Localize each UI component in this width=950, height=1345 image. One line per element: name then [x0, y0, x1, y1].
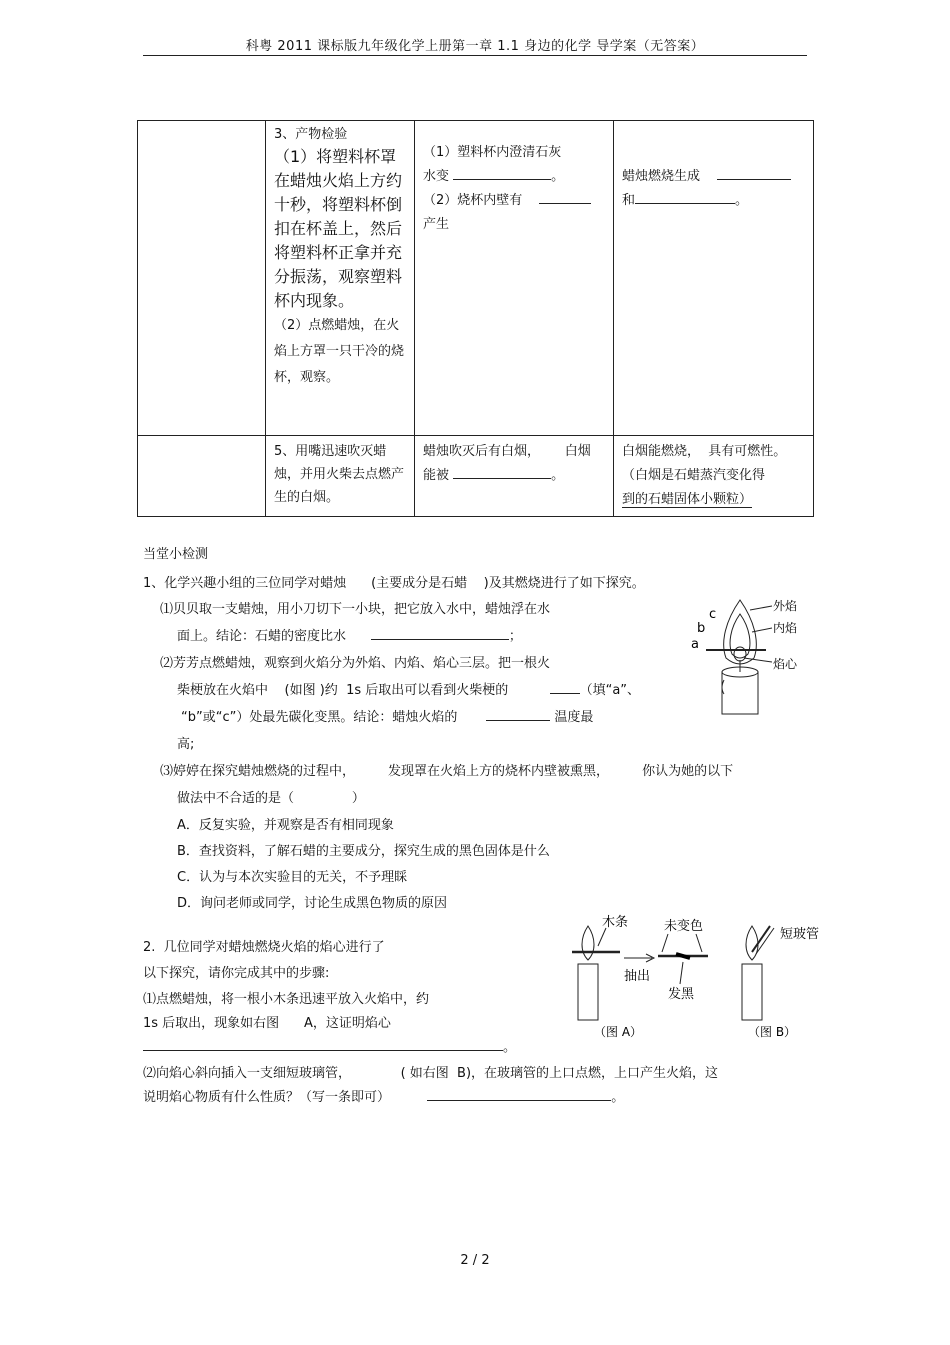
q1-part3: ⑶婷婷在探究蜡烛燃烧的过程中， 发现罩在火焰上方的烧杯内壁被熏黑， 你认为她的以下 [160, 764, 734, 779]
q1-part2: “b”或“c”）处最先碳化变黑。结论：蜡烛火焰的 温度最 [181, 706, 593, 725]
flame [582, 926, 594, 960]
step-text-small: （2）点燃蜡烛，在火焰上方罩一只干冷的烧杯，观察。 [274, 318, 405, 385]
label-fig-b: （图 B） [748, 1025, 797, 1039]
q2-line: 说明焰心物质有什么性质？（写一条即可） 。 [143, 1086, 624, 1105]
obs-line: （1）塑料杯内澄清石灰 [423, 145, 562, 160]
option-d: D．询问老师或同学，讨论生成黑色物质的原因 [177, 896, 448, 911]
pointer-line [662, 934, 668, 952]
label-a: a [691, 637, 699, 652]
answer-blank[interactable] [371, 625, 509, 640]
q2-line: 以下探究，请你完成其中的步骤: [143, 966, 330, 981]
label-outer-flame: 外焰 [773, 599, 798, 613]
answer-blank[interactable] [453, 464, 551, 479]
label-tube: 短玻管 [780, 927, 820, 942]
answer-blank[interactable] [143, 1036, 503, 1051]
quiz-heading: 当堂小检测 [143, 547, 209, 562]
obs-line: 蜡烛吹灭后有白烟， 白烟 [423, 444, 591, 459]
candle-body [742, 964, 762, 1020]
page-header: 科粤 2011 课标版九年级化学上册第一章 1.1 身边的化学 导学案（无答案） [245, 39, 705, 54]
experiment-table [137, 120, 814, 517]
answer-blank[interactable] [486, 706, 550, 721]
table-cell-empty [138, 121, 266, 436]
label-wood: 木条 [602, 915, 629, 930]
table-cell-step [266, 121, 415, 436]
blackened-part [676, 954, 690, 958]
obs-line: 产生 [423, 217, 450, 232]
candle-flame-figure [680, 598, 810, 718]
q2-line: ⑴点燃蜡烛，将一根小木条迅速平放入火焰中，约 [143, 992, 430, 1007]
q1-stem: 1、化学兴趣小组的三位同学对蜡烛 (主要成分是石蜡 )及其燃烧进行了如下探究。 [143, 576, 645, 591]
q1-part2: 柴梗放在火焰中 (如图 )约 1s 后取出可以看到火柴梗的 （填“a”、 [177, 679, 640, 698]
candle-body [578, 964, 598, 1020]
concl-line: （白烟是石蜡蒸汽变化得 [622, 468, 766, 483]
q1-part1: ⑴贝贝取一支蜡烛，用小刀切下一小块，把它放入水中，蜡烛浮在水 [160, 602, 551, 617]
q1-part1: 面上。结论：石蜡的密度比水 ； [177, 625, 522, 644]
label-flame-core: 焰心 [773, 657, 798, 671]
table-cell-observation [415, 436, 614, 517]
concl-line: 和 。 [622, 189, 805, 213]
page-number: 2 / 2 [460, 1253, 490, 1268]
pointer-line [598, 928, 606, 946]
header-rule [143, 55, 807, 56]
step-text-large: （1）将塑料杯罩在蜡烛火焰上方约十秒，将塑料杯倒扣在杯盖上，然后将塑料杯正拿并充分振荡，观察塑料杯内现象。 [274, 147, 403, 310]
q2-line: 1s 后取出，现象如右图 A，这证明焰心 [143, 1016, 391, 1031]
option-b: B．查找资料，了解石蜡的主要成分，探究生成的黑色固体是什么 [177, 844, 550, 859]
answer-blank[interactable] [635, 189, 735, 204]
q1-part2: 高; [177, 737, 195, 752]
obs-line: （2）烧杯内壁有 [423, 189, 605, 213]
pointer-line [750, 606, 772, 610]
q1-part3: 做法中不合适的是（ ） [177, 791, 365, 806]
table-row [138, 436, 814, 517]
candle-body [722, 672, 758, 714]
option-a: A．反复实验，并观察是否有相同现象 [177, 818, 394, 833]
option-c: C．认为与本次实验目的无关，不予理睬 [177, 870, 408, 885]
table-cell-observation [415, 121, 614, 436]
label-black: 发黑 [668, 987, 695, 1002]
obs-line: 水变 。 [423, 165, 605, 189]
q2-line: 。 [143, 1036, 516, 1055]
pointer-line [696, 934, 702, 952]
q2-line: ⑵向焰心斜向插入一支细短玻璃管， ( 如右图 B)，在玻璃管的上口点燃，上口产生火焰，这 [143, 1066, 719, 1081]
concl-line: 到的石蜡固体小颗粒） [622, 492, 753, 507]
concl-line: 蜡烛燃烧生成 [622, 165, 805, 189]
flame-core-figures [572, 912, 842, 1044]
label-pull: 抽出 [624, 969, 651, 984]
table-cell-conclusion [614, 436, 814, 517]
answer-blank[interactable] [539, 189, 591, 204]
label-c: c [709, 607, 717, 622]
table-cell-empty [138, 436, 266, 517]
answer-blank[interactable] [550, 679, 580, 694]
table-cell-step [266, 436, 415, 517]
pointer-line [680, 962, 683, 984]
q1-part2: ⑵芳芳点燃蜡烛，观察到火焰分为外焰、内焰、焰心三层。把一根火 [160, 656, 551, 671]
inner-flame [730, 614, 750, 658]
table-row [138, 121, 814, 436]
label-b: b [697, 621, 706, 636]
concl-line: 白烟能燃烧， 具有可燃性。 [622, 444, 787, 459]
label-fig-a: （图 A） [594, 1025, 643, 1039]
figure-b [742, 926, 819, 1039]
answer-blank[interactable] [717, 165, 791, 180]
answer-blank[interactable] [453, 165, 551, 180]
label-unchanged: 未变色 [664, 919, 704, 934]
answer-blank[interactable] [427, 1086, 611, 1101]
table-cell-conclusion [614, 121, 814, 436]
figure-a [572, 914, 708, 1039]
obs-line: 能被 。 [423, 464, 605, 488]
flame [746, 926, 758, 960]
label-inner-flame: 内焰 [773, 621, 798, 635]
q2-line: 2. 几位同学对蜡烛燃烧火焰的焰心进行了 [143, 940, 385, 955]
step-title: 3、产物检验 [274, 127, 348, 142]
pointer-line [752, 628, 772, 632]
step-text: 5、用嘴迅速吹灭蜡烛，并用火柴去点燃产生的白烟。 [274, 444, 405, 505]
